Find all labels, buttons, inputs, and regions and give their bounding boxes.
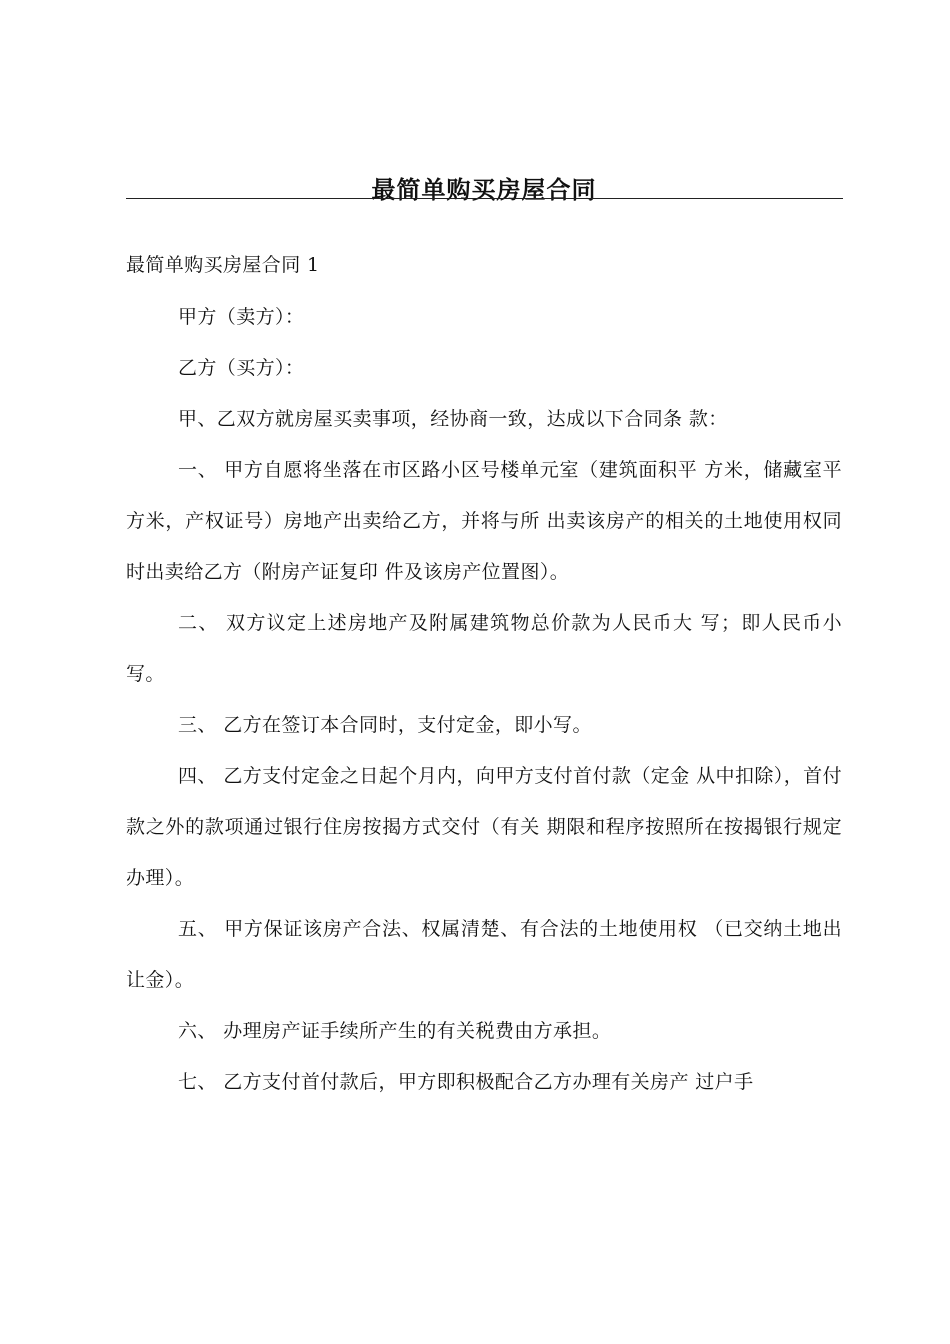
clause-3: 三、 乙方在签订本合同时，支付定金，即小写。: [178, 714, 592, 736]
clause-2: 二、 双方议定上述房地产及附属建筑物总价款为人民币大 写；即人民币小写。: [126, 612, 842, 685]
clause-5: 五、 甲方保证该房产合法、权属清楚、有合法的土地使用权 （已交纳土地出让金）。: [126, 918, 842, 991]
clause-1: 一、 甲方自愿将坐落在市区路小区号楼单元室（建筑面积平 方米，储藏室平方米，产权证号）房地产出卖给乙方，并将与所 出卖该房产的相关的土地使用权同时出卖给乙方（附房产证复印 件及该房产位置图）。: [126, 459, 842, 583]
clause-4: 四、 乙方支付定金之日起个月内，向甲方支付首付款（定金 从中扣除），首付款之外的款项通过银行住房按揭方式交付（有关 期限和程序按照所在按揭银行规定办理）。: [126, 765, 842, 889]
preamble-paragraph: 甲、乙双方就房屋买卖事项，经协商一致，达成以下合同条 款：: [178, 408, 728, 430]
title-underline: [126, 198, 843, 199]
party-b-line: 乙方（买方）：: [178, 357, 305, 379]
clause-6: 六、 办理房产证手续所产生的有关税费由方承担。: [178, 1020, 612, 1042]
party-a-line: 甲方（卖方）：: [178, 306, 305, 328]
contract-subtitle: 最简单购买房屋合同 1: [126, 254, 320, 276]
clause-7: 七、 乙方支付首付款后，甲方即积极配合乙方办理有关房产 过户手: [178, 1071, 754, 1093]
document-body: [126, 240, 842, 1108]
document-title: 最简单购买房屋合同: [371, 176, 597, 204]
